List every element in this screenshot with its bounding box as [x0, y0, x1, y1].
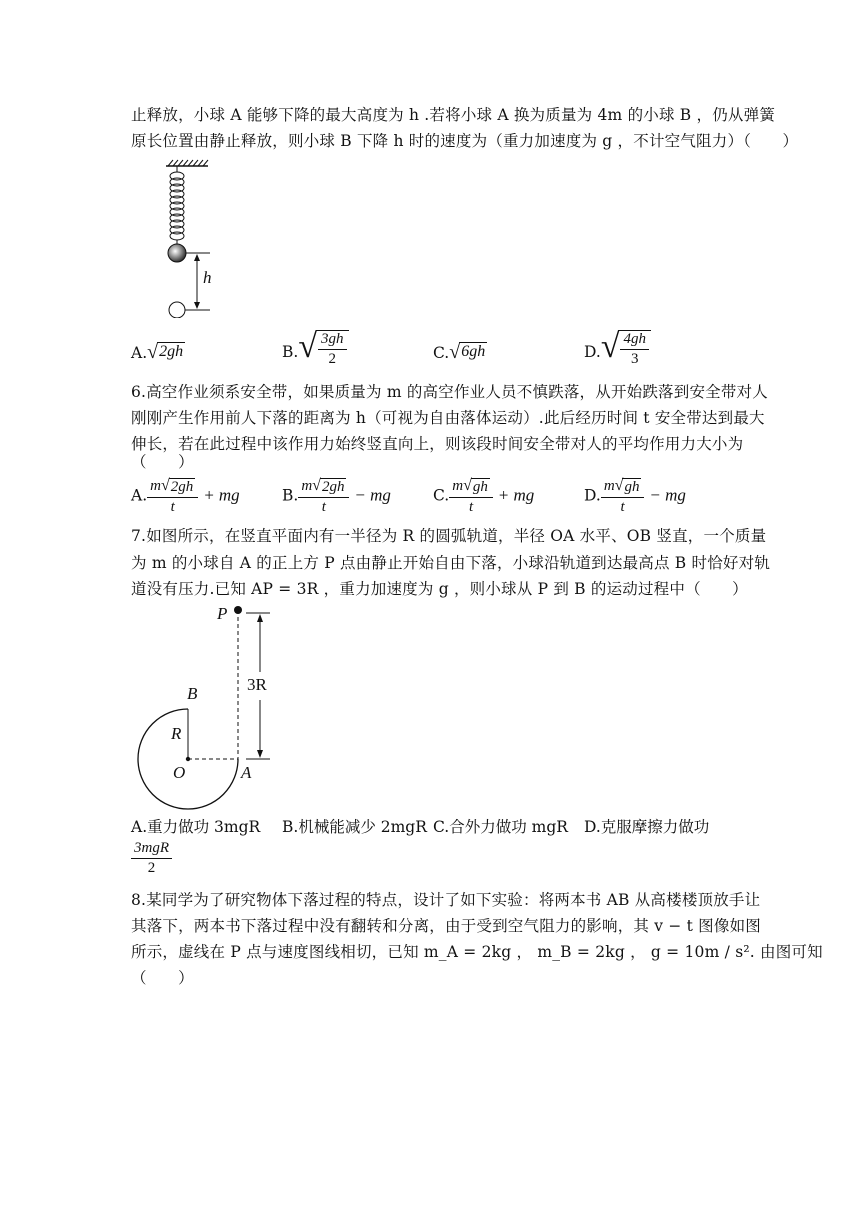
q6-option-b-m: m: [301, 478, 313, 494]
q8-line-1: 8.某同学为了研究物体下落过程的特点，设计了如下实验：将两本书 AB 从高楼楼顶放手让: [131, 891, 761, 909]
q5-option-a-expr: 2gh: [159, 343, 184, 360]
q7-option-d-den: 2: [147, 859, 156, 876]
q7-line-1: 7.如图所示，在竖直平面内有一半径为 R 的圆弧轨道，半径 OA 水平、OB 竖直，一个质量: [131, 527, 767, 545]
q6-option-c-m: m: [452, 478, 464, 494]
q6-option-c-label: C.: [433, 486, 450, 505]
q6-option-a-den: t: [170, 498, 175, 515]
q6-line-3: 伸长，若在此过程中该作用力始终竖直向上，则该段时间安全带对人的平均作用力大小为: [131, 435, 744, 453]
fig-label-h: h: [203, 268, 212, 287]
q5-option-d-num: 4gh: [620, 331, 649, 350]
q5-option-c-expr: 6gh: [461, 343, 486, 360]
spring-figure: [160, 158, 230, 318]
q6-option-c: C. m √ gh t + mg: [433, 477, 535, 515]
label-o: O: [173, 763, 186, 782]
q7-option-d-fraction: [131, 840, 172, 876]
label-p: P: [217, 604, 228, 623]
q6-option-a: A. m √ 2gh t + mg: [131, 477, 240, 515]
q5-option-b-den: 2: [328, 350, 336, 367]
q6-option-d-m: m: [603, 478, 615, 494]
q7-option-a: A.重力做功 3mgR: [131, 818, 261, 836]
q6-option-c-den: t: [468, 498, 474, 515]
q5-option-c-label: C.: [433, 344, 450, 362]
q6-option-d-rad: gh: [624, 479, 640, 495]
q6-option-b-rad: 2gh: [321, 479, 345, 495]
q8-line-2: 其落下，两本书下落过程中没有翻转和分离，由于受到空气阻力的影响，其 v − t 图像如图: [131, 917, 761, 935]
label-r: R: [171, 724, 182, 743]
label-b: B: [187, 684, 198, 703]
q6-option-b-label: B.: [282, 486, 299, 505]
label-a: A: [241, 763, 252, 782]
q6-option-a-m: m: [150, 478, 161, 494]
q7-line-2: 为 m 的小球自 A 的正上方 P 点由静止开始自由下落，小球沿轨道到达最高点 B 时恰好对轨: [131, 554, 771, 572]
q5-line-1: 止释放，小球 A 能够下降的最大高度为 h .若将小球 A 换为质量为 4m 的小球 B ，仍从弹簧: [131, 106, 776, 124]
label-3r: 3R: [247, 675, 267, 694]
q5-option-d-label: D.: [584, 343, 601, 361]
track-figure: [130, 600, 290, 810]
q6-option-b-tail: − mg: [354, 485, 391, 505]
q5-option-a-label: A.: [131, 344, 148, 362]
q5-option-d: D. √ $\frac{4gh}{3}$: [584, 330, 651, 367]
q6-option-a-label: A.: [131, 486, 148, 505]
q6-option-a-rad: 2gh: [170, 479, 194, 495]
q7-option-c: C.合外力做功 mgR: [433, 818, 568, 836]
q5-option-c: C. √ 6gh: [433, 341, 486, 363]
q6-line-2: 刚刚产生作用前人下落的距离为 h（可视为自由落体运动）.此后经历时间 t 安全带达到最大: [131, 409, 765, 427]
q5-line-2: 原长位置由静止释放，则小球 B 下降 h 时的速度为（重力加速度为 g ，不计空气阻力）（ ）: [131, 132, 799, 150]
q6-option-b-den: t: [321, 498, 326, 515]
q7-option-d-num: 3mgR: [131, 840, 172, 859]
q6-option-d-den: t: [620, 498, 625, 515]
q5-option-b: B. √ $\frac{3gh}{2}$: [282, 330, 349, 367]
q6-line-4: （ ）: [131, 453, 194, 471]
q5-option-b-num: 3gh: [318, 331, 347, 350]
q7-option-d: D.克服摩擦力做功: [584, 818, 710, 836]
q8-line-3: 所示，虚线在 P 点与速度图线相切，已知 m_A = 2kg ， m_B = 2kg ， g = 10m / s². 由图可知: [131, 943, 823, 961]
q7-option-b: B.机械能减少 2mgR: [282, 818, 427, 836]
q6-option-d-label: D.: [584, 486, 601, 505]
q5-option-b-label: B.: [282, 343, 299, 361]
q7-line-3: 道没有压力.已知 AP = 3R ，重力加速度为 g ，则小球从 P 到 B 的运动过程中（ ）: [131, 580, 748, 598]
q6-line-1: 6.高空作业须系安全带，如果质量为 m 的高空作业人员不慎跌落，从开始跌落到安全带对人: [131, 383, 768, 401]
q6-option-c-rad: gh: [472, 479, 488, 495]
q5-option-d-den: 3: [630, 350, 639, 367]
q6-option-a-tail: + mg: [203, 485, 240, 505]
q6-option-d: D. m √ gh t − mg: [584, 477, 686, 515]
q6-option-b: B. m √ 2gh t − mg: [282, 477, 391, 515]
q6-option-d-tail: − mg: [649, 485, 686, 505]
q8-line-4: （ ）: [131, 969, 194, 987]
q5-option-a: A. √ 2gh: [131, 341, 184, 363]
q6-option-c-tail: + mg: [497, 485, 535, 505]
